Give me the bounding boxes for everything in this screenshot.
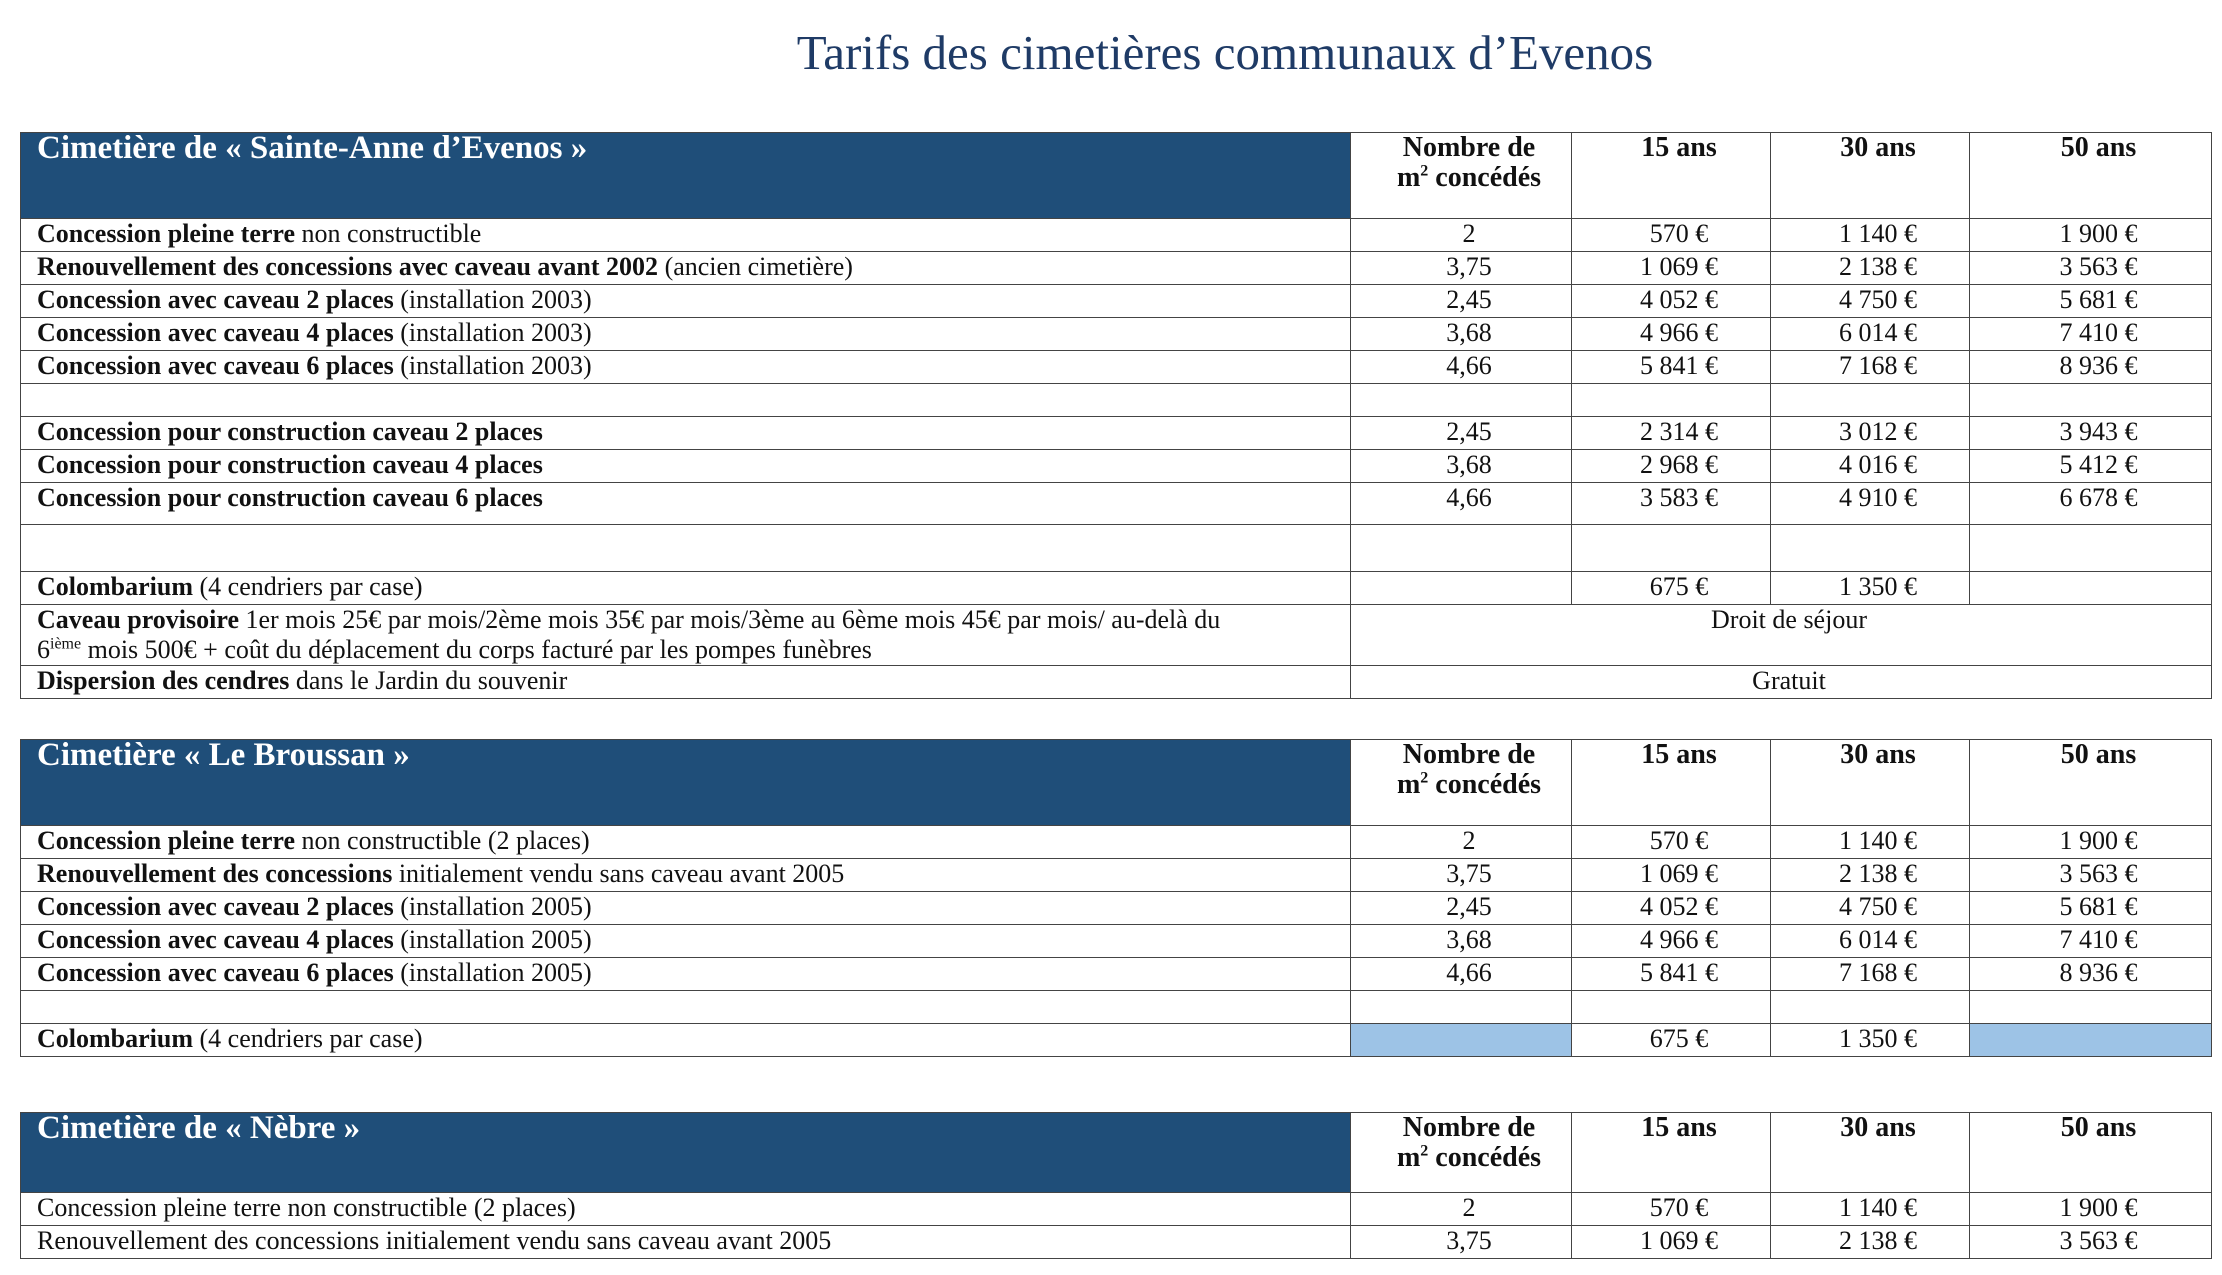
cell-50-ans: 5 681 € [1970, 285, 2212, 318]
cell-m2: 3,75 [1351, 1226, 1572, 1259]
cell-15-ans: 570 € [1572, 826, 1771, 859]
row-label: Concession avec caveau 4 places (installation 2005) [21, 925, 1351, 958]
table-row [21, 417, 2212, 450]
table-row [21, 958, 2212, 991]
cell-50-ans: 3 563 € [1970, 859, 2212, 892]
cell-15-ans: 570 € [1572, 219, 1771, 252]
cell-50-ans: 3 563 € [1970, 1226, 2212, 1259]
cell-30-ans: 1 140 € [1771, 826, 1970, 859]
row-label: Concession avec caveau 6 places (installation 2003) [21, 351, 1351, 384]
cell-15-ans: 4 052 € [1572, 892, 1771, 925]
cell-m2-highlight [1351, 1024, 1572, 1057]
cell-15-ans: 3 583 € [1572, 483, 1771, 525]
cell-50-ans: 8 936 € [1970, 351, 2212, 384]
table-row [21, 925, 2212, 958]
cell-m2: 2,45 [1351, 417, 1572, 450]
cell-m2 [1351, 572, 1572, 605]
table-row [21, 605, 2212, 666]
cell-50-ans: 3 943 € [1970, 417, 2212, 450]
row-label: Concession avec caveau 4 places (installation 2003) [21, 318, 1351, 351]
cell-15-ans: 4 966 € [1572, 925, 1771, 958]
cell-15-ans: 2 314 € [1572, 417, 1771, 450]
row-label: Concession pleine terre non constructible (2 places) [21, 1193, 1351, 1226]
page-title: Tarifs des cimetières communaux d’Evenos [796, 25, 1654, 80]
cell-30-ans: 1 350 € [1771, 1024, 1970, 1057]
table-row [21, 572, 2212, 605]
cell-15-ans: 2 968 € [1572, 450, 1771, 483]
table-row [21, 1024, 2212, 1057]
cell-m2: 3,75 [1351, 859, 1572, 892]
cell-15-ans: 1 069 € [1572, 1226, 1771, 1259]
cell-m2: 3,68 [1351, 450, 1572, 483]
col-header-30-ans: 30 ans [1771, 133, 1970, 219]
tarif-table-nebre [20, 1112, 2212, 1259]
cell-50-ans: 7 410 € [1970, 925, 2212, 958]
table-row [21, 859, 2212, 892]
cell-m2: 3,68 [1351, 925, 1572, 958]
col-header-15-ans: 15 ans [1572, 740, 1771, 826]
cemetery-heading: Cimetière de « Nèbre » [21, 1113, 1351, 1193]
cell-30-ans: 6 014 € [1771, 925, 1970, 958]
row-label: Colombarium (4 cendriers par case) [21, 572, 1351, 605]
cell-50-ans [1970, 572, 2212, 605]
col-header-50-ans: 50 ans [1970, 740, 2212, 826]
cell-15-ans: 4 052 € [1572, 285, 1771, 318]
cell-m2: 4,66 [1351, 958, 1572, 991]
cell-30-ans: 4 016 € [1771, 450, 1970, 483]
cell-m2: 4,66 [1351, 351, 1572, 384]
row-label: Caveau provisoire 1er mois 25€ par mois/2ème mois 35€ par mois/3ème au 6ème mois 45€ par mois/ au-delà du 6ième mois 500€ + coût du déplacement du corps facturé par les pompes funèbres [21, 605, 1351, 666]
table-row [21, 318, 2212, 351]
row-label: Renouvellement des concessions avec caveau avant 2002 (ancien cimetière) [21, 252, 1351, 285]
row-label: Concession pour construction caveau 2 places [21, 417, 1351, 450]
cell-30-ans: 2 138 € [1771, 859, 1970, 892]
col-header-15-ans: 15 ans [1572, 1113, 1771, 1193]
row-label: Concession avec caveau 2 places (installation 2003) [21, 285, 1351, 318]
empty-row [21, 525, 2212, 572]
cell-30-ans: 4 750 € [1771, 285, 1970, 318]
cell-m2: 2 [1351, 1193, 1572, 1226]
cell-15-ans: 4 966 € [1572, 318, 1771, 351]
cell-50-ans: 1 900 € [1970, 826, 2212, 859]
col-header-m2: Nombre de $m^2$ concédés [1351, 1113, 1572, 1193]
cell-30-ans: 2 138 € [1771, 252, 1970, 285]
cell-m2: 2,45 [1351, 285, 1572, 318]
col-header-30-ans: 30 ans [1771, 740, 1970, 826]
cell-15-ans: 675 € [1572, 572, 1771, 605]
cell-price-merged: Gratuit [1351, 666, 2212, 699]
table-row [21, 219, 2212, 252]
cell-30-ans: 1 140 € [1771, 1193, 1970, 1226]
cell-price-merged: Droit de séjour [1351, 605, 2212, 666]
empty-row [21, 384, 2212, 417]
row-label: Concession avec caveau 2 places (installation 2005) [21, 892, 1351, 925]
cell-30-ans: 7 168 € [1771, 351, 1970, 384]
cell-30-ans: 6 014 € [1771, 318, 1970, 351]
cemetery-heading: Cimetière « Le Broussan » [21, 740, 1351, 826]
col-header-m2: Nombre de $m^2$ concédés [1351, 133, 1572, 219]
cell-50-ans: 6 678 € [1970, 483, 2212, 525]
table-row [21, 892, 2212, 925]
cell-30-ans: 7 168 € [1771, 958, 1970, 991]
cell-50-ans: 5 412 € [1970, 450, 2212, 483]
cell-15-ans: 5 841 € [1572, 351, 1771, 384]
col-header-15-ans: 15 ans [1572, 133, 1771, 219]
col-header-50-ans: 50 ans [1970, 133, 2212, 219]
cell-m2: 3,75 [1351, 252, 1572, 285]
cell-50-ans: 3 563 € [1970, 252, 2212, 285]
cemetery-heading: Cimetière de « Sainte-Anne d’Evenos » [21, 133, 1351, 219]
row-label: Concession pleine terre non constructible [21, 219, 1351, 252]
cell-30-ans: 2 138 € [1771, 1226, 1970, 1259]
cell-50-ans: 1 900 € [1970, 1193, 2212, 1226]
col-header-30-ans: 30 ans [1771, 1113, 1970, 1193]
cell-15-ans: 570 € [1572, 1193, 1771, 1226]
cell-15-ans: 1 069 € [1572, 252, 1771, 285]
col-header-m2: Nombre de $m^2$ concédés [1351, 740, 1572, 826]
row-label: Concession pour construction caveau 6 places [21, 483, 1351, 525]
cell-m2: 4,66 [1351, 483, 1572, 525]
cell-m2: 2 [1351, 826, 1572, 859]
cell-15-ans: 675 € [1572, 1024, 1771, 1057]
cell-m2: 3,68 [1351, 318, 1572, 351]
table-row [21, 252, 2212, 285]
table-row [21, 351, 2212, 384]
tarif-table-sainte-anne [20, 132, 2212, 699]
cell-50-ans: 7 410 € [1970, 318, 2212, 351]
empty-row [21, 991, 2212, 1024]
table-row [21, 285, 2212, 318]
cell-30-ans: 1 350 € [1771, 572, 1970, 605]
cell-15-ans: 1 069 € [1572, 859, 1771, 892]
row-label: Renouvellement des concessions initialement vendu sans caveau avant 2005 [21, 859, 1351, 892]
table-row [21, 450, 2212, 483]
cell-30-ans: 3 012 € [1771, 417, 1970, 450]
col-header-50-ans: 50 ans [1970, 1113, 2212, 1193]
row-label: Concession pleine terre non constructible (2 places) [21, 826, 1351, 859]
row-label: Colombarium (4 cendriers par case) [21, 1024, 1351, 1057]
table-row [21, 483, 2212, 525]
cell-50-ans: 5 681 € [1970, 892, 2212, 925]
table-row [21, 666, 2212, 699]
cell-50-ans-highlight [1970, 1024, 2212, 1057]
cell-50-ans: 1 900 € [1970, 219, 2212, 252]
row-label: Renouvellement des concessions initialement vendu sans caveau avant 2005 [21, 1226, 1351, 1259]
table-row [21, 1226, 2212, 1259]
cell-15-ans: 5 841 € [1572, 958, 1771, 991]
row-label: Concession pour construction caveau 4 places [21, 450, 1351, 483]
tarif-table-le-broussan [20, 739, 2212, 1057]
cell-m2: 2 [1351, 219, 1572, 252]
table-row [21, 1193, 2212, 1226]
cell-m2: 2,45 [1351, 892, 1572, 925]
row-label: Concession avec caveau 6 places (installation 2005) [21, 958, 1351, 991]
table-row [21, 826, 2212, 859]
cell-50-ans: 8 936 € [1970, 958, 2212, 991]
cell-30-ans: 4 910 € [1771, 483, 1970, 525]
cell-30-ans: 4 750 € [1771, 892, 1970, 925]
row-label: Dispersion des cendres dans le Jardin du souvenir [21, 666, 1351, 699]
cell-30-ans: 1 140 € [1771, 219, 1970, 252]
